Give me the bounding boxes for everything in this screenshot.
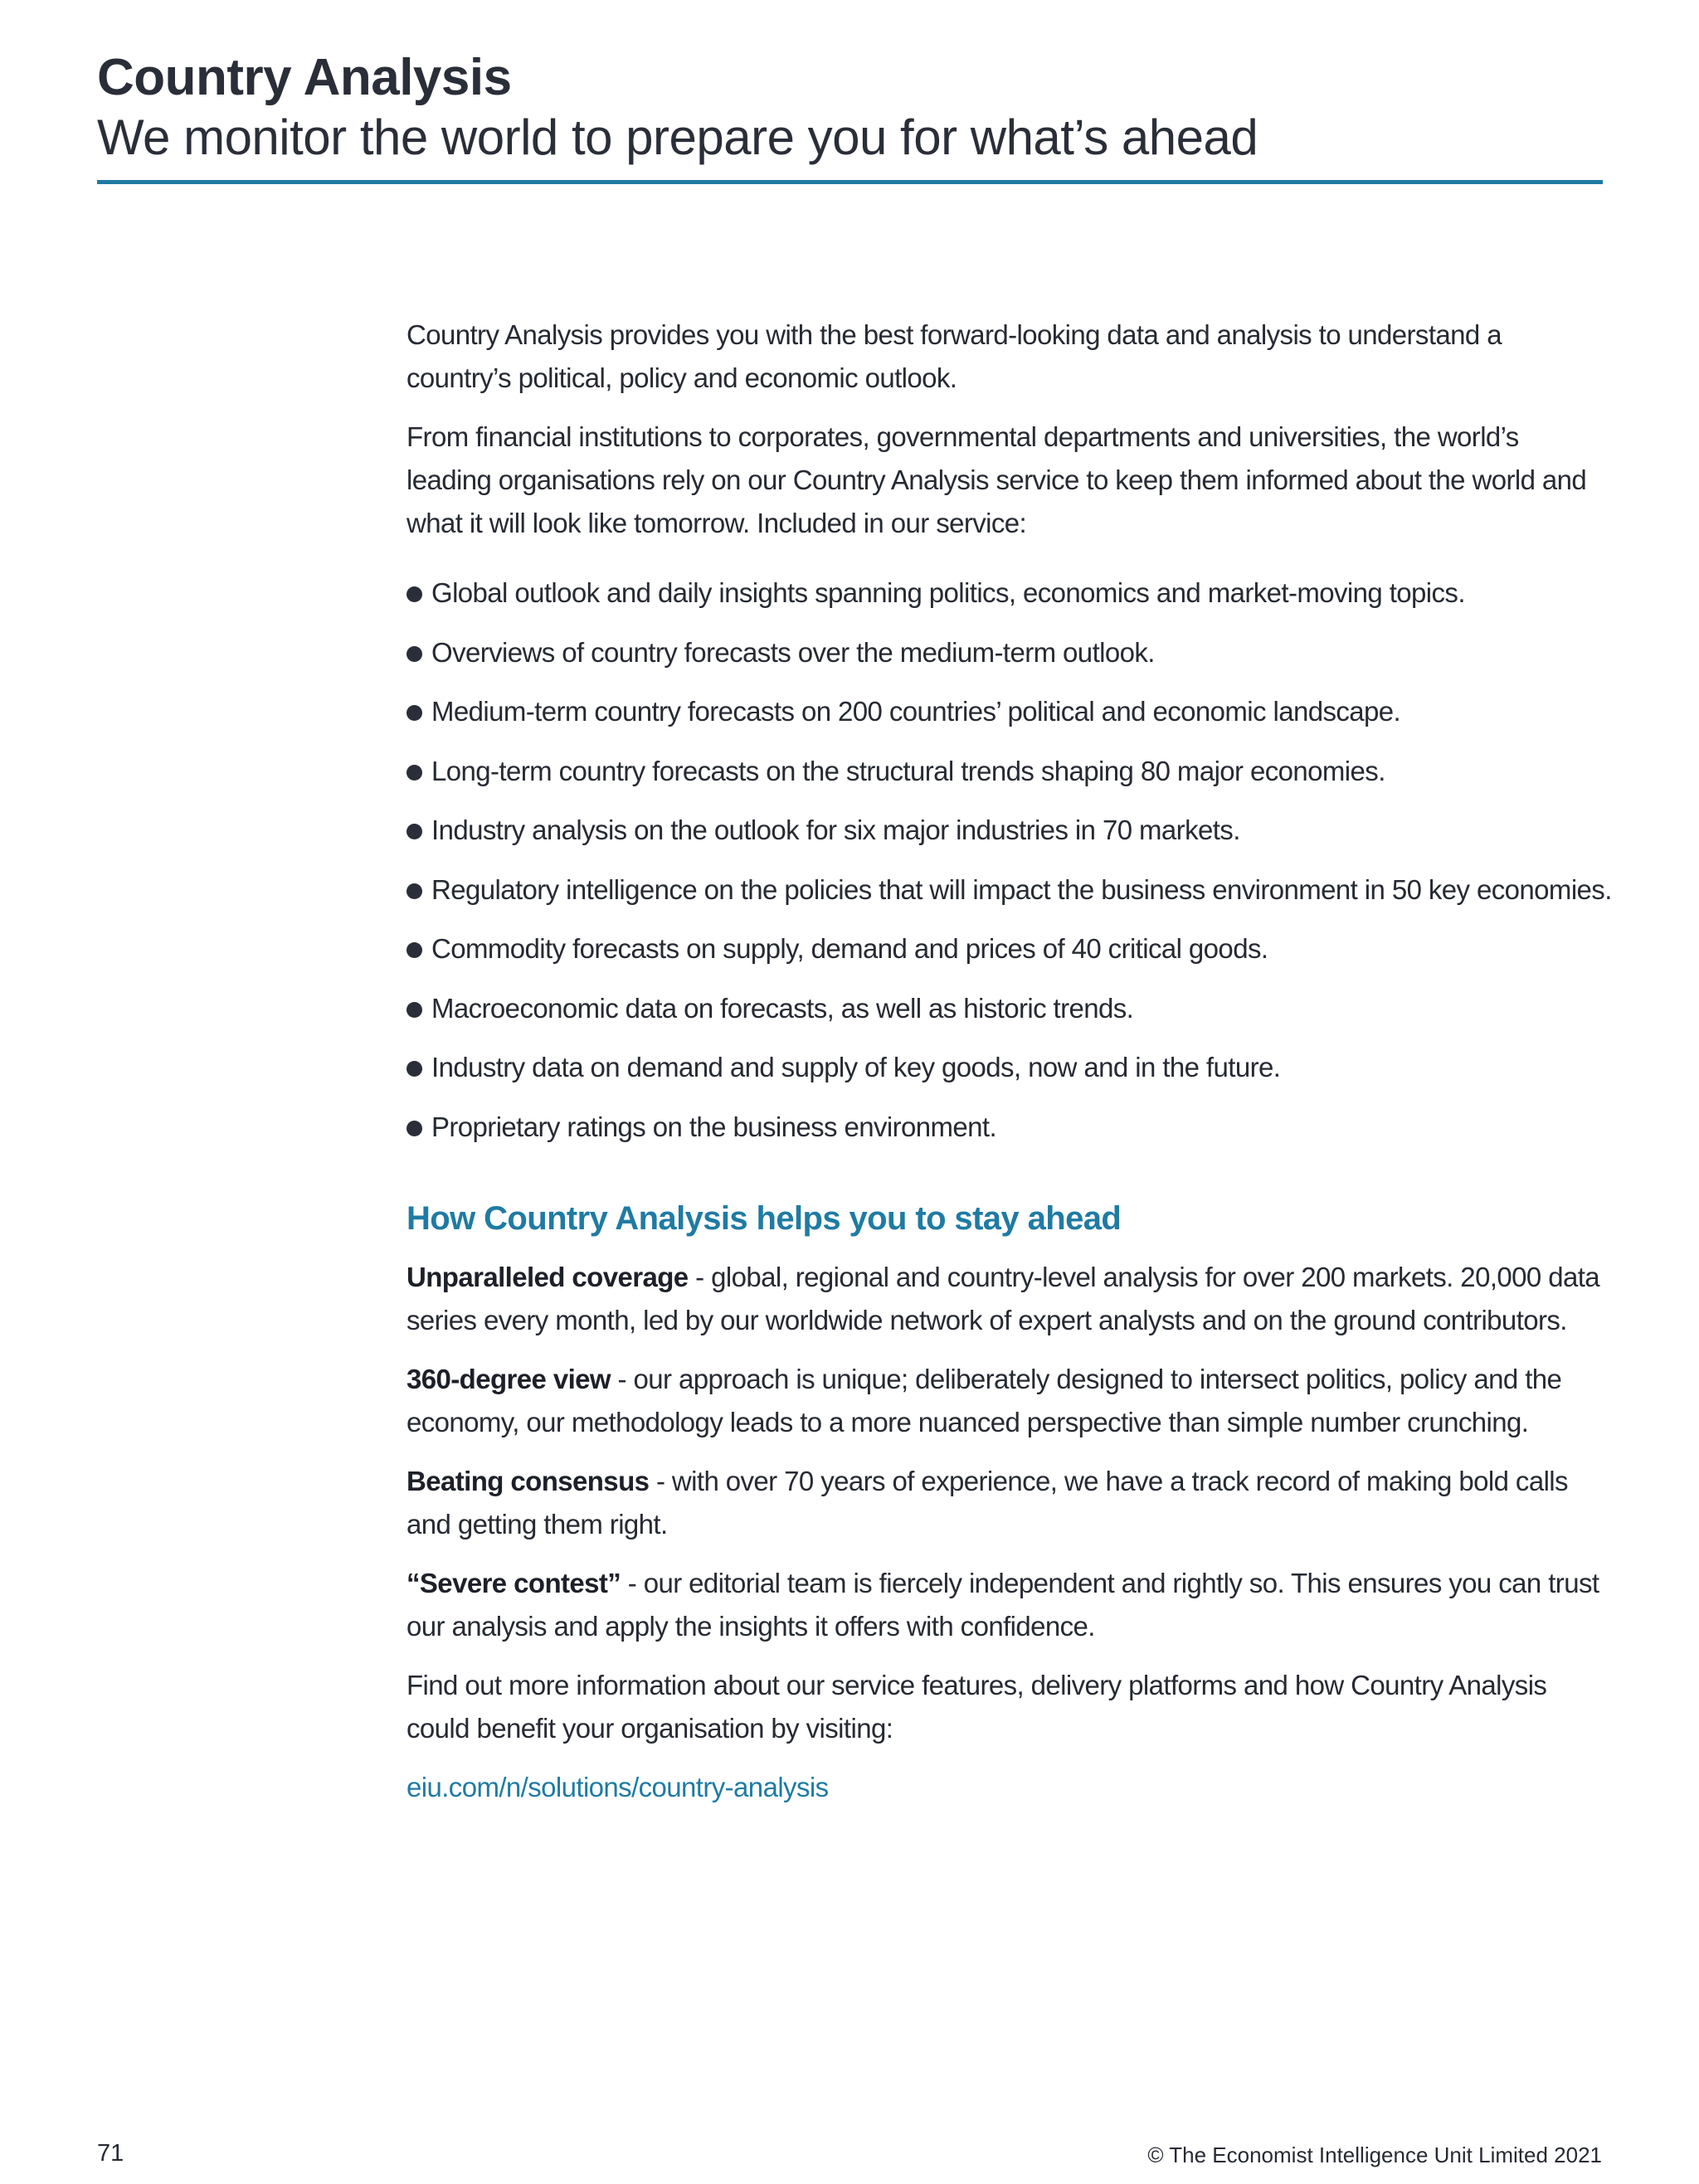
list-item-text: Regulatory intelligence on the policies that will impact the business environment in 50 key economies. — [431, 873, 1612, 905]
benefit-lead: “Severe contest” — [406, 1567, 621, 1598]
list-item-text: Overviews of country forecasts over the medium-term outlook. — [431, 636, 1155, 668]
benefit-lead: 360-degree view — [406, 1363, 611, 1394]
header-divider — [97, 180, 1603, 184]
closing-paragraph: Find out more information about our service features, delivery platforms and how Country Analysis could benefit your organisation by visiting: — [406, 1669, 1547, 1744]
list-item-text: Global outlook and daily insights spanning politics, economics and market-moving topics. — [431, 577, 1465, 608]
bullet-icon — [406, 1002, 422, 1018]
list-item-text: Medium-term country forecasts on 200 countries’ political and economic landscape. — [431, 696, 1401, 727]
list-item-text: Industry analysis on the outlook for six major industries in 70 markets. — [431, 815, 1240, 845]
list-item-text: Long-term country forecasts on the structural trends shaping 80 major economies. — [431, 755, 1385, 786]
benefit-paragraph — [406, 1358, 1609, 1444]
benefit-paragraph — [406, 1460, 1609, 1546]
copyright-notice: © The Economist Intelligence Unit Limited 2021 — [1147, 2143, 1602, 2167]
bullet-icon — [406, 586, 422, 602]
benefit-lead: Beating consensus — [406, 1465, 650, 1496]
intro-paragraph: Country Analysis provides you with the best forward-looking data and analysis to understand a country’s political, policy and economic outlook. — [406, 319, 1502, 393]
bullet-icon — [406, 1061, 422, 1077]
list-item — [406, 868, 1612, 912]
link-paragraph — [406, 1766, 1609, 1809]
bullet-icon — [406, 942, 422, 958]
benefit-text: - global, regional and country-level analysis for over 200 markets. 20,000 data series every month, led by our worldwide network of expert analysts and on the ground contributors. — [406, 1261, 1600, 1335]
intro-paragraph: From financial institutions to corporates, governmental departments and universities, the world’s leading organisations rely on our Country Analysis service to keep them informed about the world and what it will look like tomorrow. Included in our service: — [406, 421, 1587, 538]
list-item-text: Commodity forecasts on supply, demand and prices of 40 critical goods. — [431, 933, 1268, 964]
bullet-icon — [406, 1121, 422, 1136]
list-item — [406, 572, 1609, 615]
bullet-icon — [406, 883, 422, 899]
list-item — [406, 927, 1609, 970]
main-content — [406, 314, 1612, 1825]
list-item-text: Industry data on demand and supply of key goods, now and in the future. — [431, 1052, 1281, 1082]
page-header — [97, 48, 1603, 168]
list-item — [406, 631, 1609, 674]
benefit-text: - with over 70 years of experience, we have a track record of making bold calls and getting them right. — [406, 1465, 1568, 1540]
list-item — [406, 1046, 1609, 1089]
list-item — [406, 1106, 1609, 1149]
section-heading: How Country Analysis helps you to stay ahead — [406, 1199, 1122, 1237]
list-item-text: Proprietary ratings on the business environment. — [431, 1111, 997, 1142]
bullet-icon — [406, 705, 422, 721]
list-item — [406, 809, 1609, 852]
bullet-icon — [406, 824, 422, 839]
list-item — [406, 690, 1609, 733]
list-item-text: Macroeconomic data on forecasts, as well as historic trends. — [431, 992, 1134, 1024]
service-list — [406, 572, 1612, 1149]
page-title: Country Analysis — [97, 49, 512, 106]
list-item — [406, 750, 1609, 793]
benefit-paragraph — [406, 1256, 1609, 1342]
benefit-text: - our editorial team is fiercely independent and rightly so. This ensures you can trust our analysis and apply the insights it offers with confidence. — [406, 1567, 1599, 1642]
page-number: 71 — [97, 2140, 124, 2167]
benefit-lead: Unparalleled coverage — [406, 1261, 689, 1292]
benefit-paragraph — [406, 1562, 1609, 1648]
benefit-text: - our approach is unique; deliberately designed to intersect politics, policy and the economy, our methodology leads to a more nuanced perspective than simple number crunching. — [406, 1363, 1562, 1437]
bullet-icon — [406, 646, 422, 662]
list-item — [406, 987, 1609, 1030]
country-analysis-link[interactable]: eiu.com/n/solutions/country-analysis — [406, 1771, 829, 1802]
page-subtitle: We monitor the world to prepare you for what’s ahead — [97, 109, 1258, 165]
bullet-icon — [406, 765, 422, 781]
